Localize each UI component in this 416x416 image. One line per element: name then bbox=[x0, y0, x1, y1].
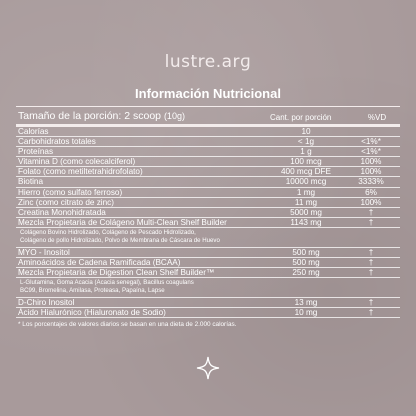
nutrient-amount: 1143 mg bbox=[290, 217, 322, 227]
nutrient-amount: 10 mg bbox=[294, 307, 318, 317]
serving-header bbox=[16, 106, 400, 127]
nutrient-row bbox=[16, 127, 400, 137]
nutrient-name: Zinc (como citrato de zinc) bbox=[18, 197, 115, 207]
nutrient-dv: † bbox=[368, 207, 374, 217]
digestion-line-1: L-Glutamina, Goma Acacia (Acacia senegal), Bacillus coagulans bbox=[20, 279, 194, 287]
nutrient-row bbox=[16, 198, 400, 208]
nutrient-dv: 3333% bbox=[358, 177, 384, 187]
nutrient-amount: 500 mg bbox=[292, 257, 320, 267]
nutrient-row bbox=[16, 258, 400, 268]
nutrient-amount: 400 mcg DFE bbox=[280, 167, 332, 177]
nutrient-dv: † bbox=[368, 297, 374, 307]
nutrient-amount: 100 mcg bbox=[290, 157, 322, 167]
nutrient-name: Calorías bbox=[18, 127, 49, 136]
digestion-line-2: BC99, Bromelina, Amilasa, Proteasa, Papaína, Lapse bbox=[20, 287, 165, 295]
nutrient-row bbox=[16, 137, 400, 147]
nutrient-dv: <1%* bbox=[361, 147, 381, 157]
nutrient-amount: 1 g bbox=[300, 147, 312, 157]
nutrient-name: Ácido Hialurónico (Hialuronato de Sodio) bbox=[18, 307, 166, 317]
nutrient-amount: 11 mg bbox=[294, 197, 318, 207]
amount-column-header: Cant. por porción bbox=[270, 113, 332, 122]
nutrient-dv: † bbox=[368, 307, 374, 317]
nutrient-row bbox=[16, 298, 400, 308]
nutrient-amount: 5000 mg bbox=[290, 207, 322, 217]
nutrient-row bbox=[16, 188, 400, 198]
nutrient-dv: † bbox=[368, 247, 374, 257]
nutrient-name: Hierro (como sulfato ferroso) bbox=[18, 187, 123, 197]
nutrient-name: Creatina Monohidratada bbox=[18, 207, 106, 217]
nutrient-row bbox=[16, 177, 400, 187]
nutrient-name: D-Chiro Inositol bbox=[18, 297, 75, 307]
nutrition-title: Información Nutricional bbox=[135, 86, 281, 101]
nutrient-amount: 250 mg bbox=[292, 267, 320, 277]
collagen-line-2: Colágeno de pollo Hidrolizado, Polvo de Membrana de Cáscara de Huevo bbox=[20, 237, 220, 245]
serving-size bbox=[18, 110, 270, 122]
nutrient-dv: 100% bbox=[360, 167, 382, 177]
collagen-ingredients bbox=[16, 228, 400, 248]
nutrient-dv: 100% bbox=[360, 157, 382, 167]
nutrient-name: Aminoácidos de Cadena Ramificada (BCAA) bbox=[18, 257, 181, 267]
nutrient-row bbox=[16, 167, 400, 177]
nutrient-amount: 13 mg bbox=[294, 297, 318, 307]
digestion-ingredients bbox=[16, 278, 400, 298]
nutrient-row bbox=[16, 157, 400, 167]
nutrient-name: MYO - Inositol bbox=[18, 247, 70, 257]
nutrient-row bbox=[16, 248, 400, 258]
sparkle-icon bbox=[196, 356, 220, 380]
serving-label: Tamaño de la porción: 2 scoop bbox=[18, 110, 162, 122]
nutrient-row bbox=[16, 208, 400, 218]
nutrition-facts-panel bbox=[16, 106, 400, 328]
nutrient-name: Proteínas bbox=[18, 147, 54, 157]
dv-column-header: %VD bbox=[367, 113, 387, 122]
nutrient-dv: † bbox=[368, 267, 374, 277]
brand-logo: lustre.arɡ bbox=[164, 52, 252, 72]
nutrient-amount: 10 bbox=[301, 127, 311, 136]
nutrient-name: Biotina bbox=[18, 177, 44, 187]
nutrient-row bbox=[16, 218, 400, 228]
nutrient-name: Mezcla Propietaria de Digestion Clean Shelf Builder™ bbox=[18, 267, 215, 277]
nutrient-name: Carbohidratos totales bbox=[18, 137, 96, 147]
nutrient-dv: 6% bbox=[365, 187, 377, 197]
nutrient-dv: 100% bbox=[360, 197, 382, 207]
nutrient-dv: <1%* bbox=[361, 137, 381, 147]
nutrient-amount: 500 mg bbox=[292, 247, 320, 257]
nutrient-row bbox=[16, 268, 400, 278]
footnote: * Los porcentajes de valores diarios se basan en una dieta de 2.000 calorías. bbox=[18, 321, 237, 329]
collagen-line-1: Colágeno Bovino Hidrolizado, Colágeno de Pescado Hidrolizado, bbox=[20, 228, 196, 236]
nutrient-name: Mezcla Propietaria de Colágeno Multi-Clean Shelf Builder bbox=[18, 217, 227, 227]
nutrient-name: Vitamina D (como colecalciferol) bbox=[18, 157, 136, 167]
nutrient-amount: < 1g bbox=[297, 137, 315, 147]
nutrient-amount: 1 mg bbox=[296, 187, 316, 197]
nutrient-name: Folato (como metiltetrahidrofolato) bbox=[18, 167, 143, 177]
serving-unit: (10g) bbox=[163, 111, 185, 121]
nutrient-row bbox=[16, 147, 400, 157]
nutrient-row bbox=[16, 308, 400, 318]
nutrient-amount: 10000 mcg bbox=[285, 177, 327, 187]
nutrient-dv: † bbox=[368, 217, 374, 227]
nutrient-dv: † bbox=[368, 257, 374, 267]
